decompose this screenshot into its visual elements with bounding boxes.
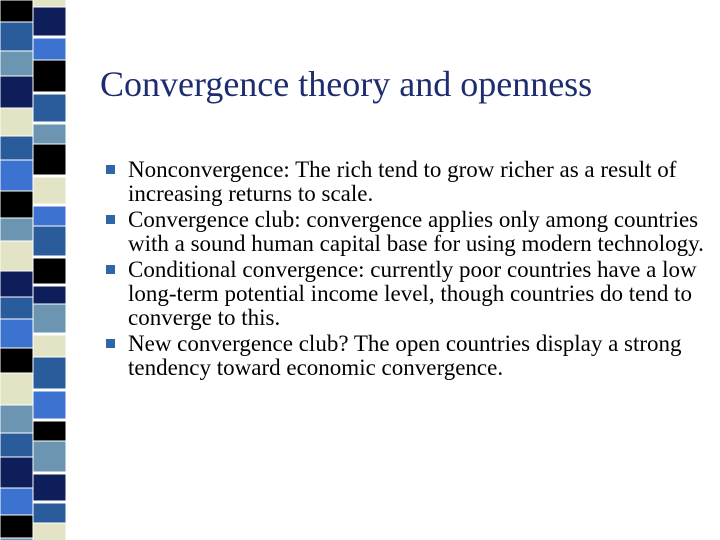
square-bullet-icon bbox=[106, 265, 115, 274]
stripe-tile bbox=[0, 241, 33, 271]
square-bullet-icon bbox=[106, 215, 115, 224]
stripe-tile bbox=[33, 38, 66, 63]
stripe-tile bbox=[0, 136, 33, 160]
stripe-tile bbox=[0, 271, 33, 297]
bullet-list bbox=[106, 158, 706, 382]
stripe-tile bbox=[0, 319, 33, 348]
stripe-tile bbox=[0, 76, 33, 108]
bullet-text: Nonconvergence: The rich tend to grow richer as a result of increasing returns to scale. bbox=[128, 157, 677, 206]
stripe-tile bbox=[33, 177, 66, 204]
stripe-tile bbox=[0, 218, 33, 241]
list-item bbox=[106, 208, 706, 256]
stripe-tile bbox=[0, 433, 33, 457]
stripe-tile bbox=[33, 357, 66, 389]
stripe-tile bbox=[0, 405, 33, 433]
stripe-tile bbox=[33, 304, 66, 333]
list-item bbox=[106, 158, 706, 206]
stripe-tile bbox=[0, 457, 33, 488]
stripe-tile bbox=[0, 22, 33, 51]
stripe-tile bbox=[0, 348, 33, 373]
stripe-tile bbox=[33, 144, 66, 175]
stripe-tile bbox=[33, 258, 66, 284]
square-bullet-icon bbox=[106, 165, 115, 174]
bullet-text: Convergence club: convergence applies only among countries with a sound human capital base for using modern technology. bbox=[128, 207, 704, 256]
decorative-stripe bbox=[0, 0, 66, 540]
bullet-text: Conditional convergence: currently poor countries have a low long-term potential income level, though countries do tend to converge to this. bbox=[128, 257, 697, 330]
stripe-tile bbox=[33, 441, 66, 472]
stripe-tile bbox=[0, 108, 33, 136]
stripe-tile bbox=[33, 474, 66, 501]
stripe-tile bbox=[0, 0, 33, 22]
stripe-tile bbox=[0, 51, 33, 76]
stripe-tile bbox=[0, 297, 33, 319]
list-item bbox=[106, 332, 706, 380]
stripe-tile bbox=[33, 94, 66, 122]
bullet-text: New convergence club? The open countries display a strong tendency toward economic convergence. bbox=[128, 331, 682, 380]
stripe-tile bbox=[0, 191, 33, 218]
square-bullet-icon bbox=[106, 339, 115, 348]
list-item bbox=[106, 258, 706, 330]
stripe-tile bbox=[0, 373, 33, 405]
stripe-tile bbox=[0, 160, 33, 191]
stripe-tile bbox=[33, 7, 66, 36]
slide-title: Convergence theory and openness bbox=[100, 64, 593, 104]
stripe-tile bbox=[33, 391, 66, 419]
stripe-tile bbox=[33, 523, 66, 540]
stripe-tile bbox=[0, 488, 33, 515]
stripe-tile bbox=[33, 226, 66, 256]
stripe-tile bbox=[33, 335, 66, 360]
stripe-tile bbox=[33, 60, 66, 92]
stripe-tile bbox=[0, 515, 33, 538]
